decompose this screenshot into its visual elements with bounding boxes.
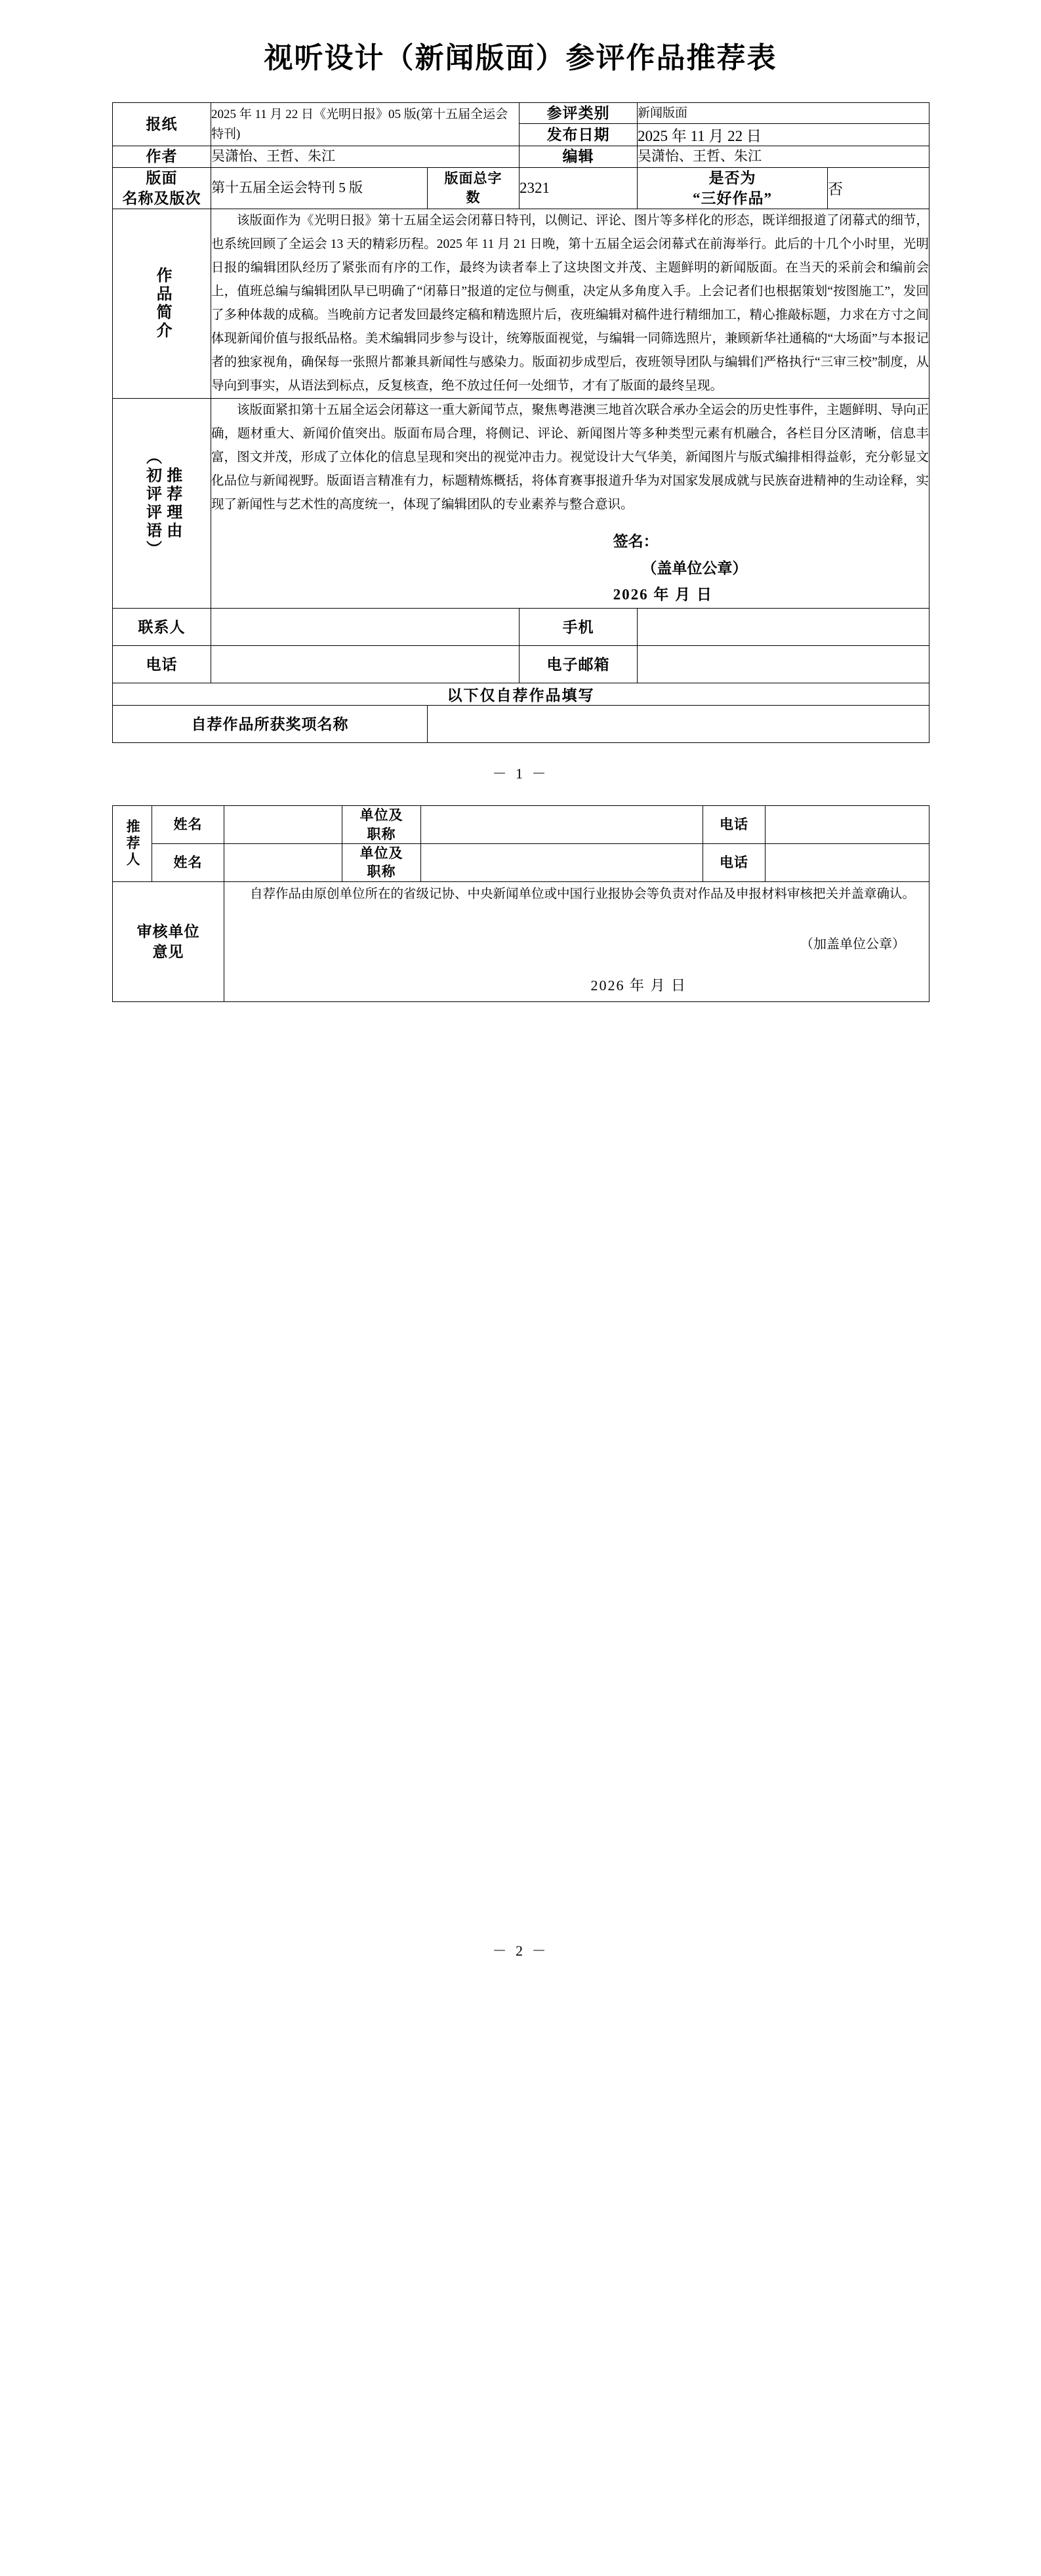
table-row: [113, 103, 929, 124]
recommender-label-cell: [113, 806, 152, 881]
table-row: [113, 146, 929, 168]
main-form-table: [112, 102, 929, 743]
recommender-2-name-label: 姓名: [152, 843, 224, 881]
recommender-2-org-value[interactable]: [421, 843, 703, 881]
editor-value[interactable]: 吴潇怡、王哲、朱江: [638, 146, 929, 168]
layout-name-label-line1: 版面: [146, 169, 178, 186]
recommender-2-org-label-line1: 单位及: [359, 845, 403, 861]
main-form-table-wrapper: [112, 102, 929, 743]
recommend-reason-label-inner: 推荐理由: [163, 466, 181, 540]
recommend-reason-label-cell: [113, 399, 211, 609]
work-intro-cell: [211, 209, 929, 399]
signature-label: 签名：: [613, 533, 659, 550]
wordcount-label-line2: 数: [466, 189, 481, 205]
author-value[interactable]: 吴潇怡、王哲、朱江: [211, 146, 520, 168]
publish-date-label: 发布日期: [520, 124, 638, 146]
category-label: 参评类别: [520, 103, 638, 124]
page-title: 视听设计（新闻版面）参评作品推荐表: [264, 42, 777, 74]
contact-person-value[interactable]: [211, 609, 520, 646]
mobile-value[interactable]: [638, 609, 929, 646]
recommend-reason-cell: [211, 399, 929, 609]
audit-opinion-text: 自荐作品由原创单位所在的省级记协、中央新闻单位或中国行业报协会等负责对作品及申报材料审核把关并盖章确认。: [250, 887, 916, 901]
recommender-1-org-label: [342, 806, 421, 844]
phone-value[interactable]: [211, 646, 520, 683]
table-row: [113, 209, 929, 399]
recommender-1-org-label-line1: 单位及: [359, 807, 403, 824]
audit-label-line1: 审核单位: [136, 923, 200, 940]
recommender-1-name-label: 姓名: [152, 806, 224, 844]
recommender-1-phone-value[interactable]: [765, 806, 929, 844]
recommender-2-phone-value[interactable]: [765, 843, 929, 881]
author-label: 作者: [113, 146, 211, 168]
three-good-label-line1: 是否为: [708, 169, 756, 186]
wordcount-label-line1: 版面总字: [444, 171, 502, 187]
audit-seal-label: （加盖单位公章）: [800, 936, 905, 952]
newspaper-value[interactable]: 2025 年 11 月 22 日《光明日报》05 版(第十五届全运会特刊): [211, 103, 520, 146]
email-value[interactable]: [638, 646, 929, 683]
three-good-label: [638, 167, 828, 209]
recommender-2-name-value[interactable]: [224, 843, 342, 881]
audit-label: [113, 881, 224, 1001]
table-row: [113, 843, 929, 881]
recommender-1-name-value[interactable]: [224, 806, 342, 844]
audit-label-line2: 意见: [152, 943, 184, 960]
recommender-2-org-label: [342, 843, 421, 881]
recommender-2-phone-label: 电话: [703, 843, 765, 881]
email-label: 电子邮箱: [520, 646, 638, 683]
three-good-label-line2: “三好作品”: [693, 190, 773, 207]
recommender-1-org-label-line2: 职称: [367, 826, 396, 842]
recommender-1-phone-label: 电话: [703, 806, 765, 844]
work-intro-label-stack: [113, 267, 211, 340]
work-intro-label: 作品简介: [153, 266, 171, 340]
page-number-2: － 2 －: [492, 1942, 549, 1959]
page2-table-wrapper: [112, 805, 929, 1001]
layout-name-label: [113, 167, 211, 209]
table-row: [113, 706, 929, 743]
award-name-value[interactable]: [428, 706, 929, 743]
table-row: [113, 806, 929, 844]
recommender-label-stack: [113, 819, 152, 868]
seal-label: （盖单位公章）: [642, 559, 748, 576]
signature-block: [211, 529, 929, 608]
publish-date-value[interactable]: 2025 年 11 月 22 日: [638, 124, 929, 146]
page-number-1: － 1 －: [492, 765, 549, 782]
newspaper-label: 报纸: [113, 103, 211, 146]
table-row: [113, 683, 929, 706]
layout-name-value[interactable]: 第十五届全运会特刊 5 版: [211, 167, 428, 209]
work-intro-text: 该版面作为《光明日报》第十五届全运会闭幕日特刊，以侧记、评论、图片等多样化的形态，既详细报道了闭幕式的细节，也系统回顾了全运会 13 天的精彩历程。2025 年 11 月 21 日晚，第十五届全运会闭幕式在前海举行。此后的十几个小时里，光明日报的编辑团队经历了紧张而有序的工作，最终为读者奉上了这块图文并茂、主题鲜明的新闻版面。在当天的采前会和编前会上，值班总编与编辑团队早已明确了“闭幕日”报道的定位与侧重，决定从多角度入手。上会记者们也根据策划“按图施工”，发回了多种体裁的成稿。当晚前方记者发回最终定稿和精选照片后，夜班编辑对稿件进行精细加工，精心推敲标题，力求在方寸之间体现新闻价值与报纸品格。美术编辑同步参与设计，统筹版面视觉，与编辑一同筛选照片，兼顾新华社通稿的“大场面”与本报记者的独家视角，确保每一张照片都兼具新闻性与感染力。版面初步成型后，夜班领导团队与编辑们严格执行“三审三校”制度，从导向到事实，从语法到标点，反复核查，绝不放过任何一处细节，才有了版面的最终呈现。: [211, 213, 929, 393]
page2-blank-area: [0, 1002, 1041, 1920]
mobile-label: 手机: [520, 609, 638, 646]
recommend-reason-text: 该版面紧扣第十五届全运会闭幕这一重大新闻节点，聚焦粤港澳三地首次联合承办全运会的历史性事件，主题鲜明、导向正确，题材重大、新闻价值突出。版面布局合理，将侧记、评论、新闻图片等多种类型元素有机融合，各栏目分区清晰，信息丰富，图文并茂，形成了立体化的信息呈现和突出的视觉冲击力。视觉设计大气华美，新闻图片与版式编排相得益彰，充分彰显文化品位与新闻视野。版面语言精准有力，标题精炼概括，将体育赛事报道升华为对国家发展成就与民族奋进精神的生动诠释，实现了新闻性与艺术性的高度统一，体现了编辑团队的专业素养与整合意识。: [211, 403, 929, 512]
category-value[interactable]: 新闻版面: [638, 103, 929, 124]
wordcount-value[interactable]: 2321: [520, 167, 638, 209]
table-row: [113, 399, 929, 609]
self-recommend-note: 以下仅自荐作品填写: [113, 683, 929, 706]
audit-date: 2026 年 月 日: [590, 976, 687, 994]
three-good-value[interactable]: 否: [828, 167, 929, 209]
table-row: [113, 646, 929, 683]
recommender-label: 推荐人: [125, 818, 141, 868]
table-row: [113, 167, 929, 209]
signature-date: 2026 年 月 日: [613, 586, 713, 603]
table-row: [113, 881, 929, 1001]
work-intro-label-cell: [113, 209, 211, 399]
award-name-label: 自荐作品所获奖项名称: [113, 706, 428, 743]
recommender-2-org-label-line2: 职称: [367, 864, 396, 880]
layout-name-label-line2: 名称及版次: [122, 190, 201, 207]
recommender-1-org-value[interactable]: [421, 806, 703, 844]
phone-label: 电话: [113, 646, 211, 683]
editor-label: 编辑: [520, 146, 638, 168]
audit-opinion-cell: [224, 881, 929, 1001]
wordcount-label: [428, 167, 520, 209]
table-row: [113, 609, 929, 646]
recommender-audit-table: [112, 805, 929, 1001]
contact-person-label: 联系人: [113, 609, 211, 646]
recommend-reason-label-stack: [113, 449, 211, 559]
recommend-reason-label-outer: （初评评语）: [143, 448, 161, 559]
